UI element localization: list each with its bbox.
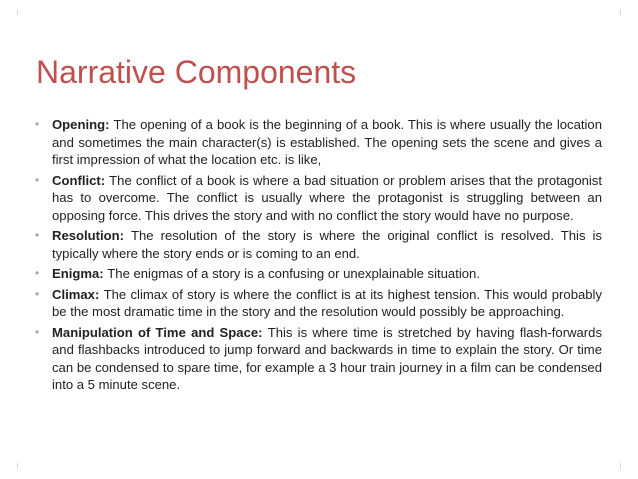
bullet-term: Opening: (52, 117, 114, 132)
bullet-dot-icon: • (35, 324, 40, 339)
bullet-item-enigma (34, 265, 602, 283)
bullet-text: The climax of story is where the conflict is at its highest tension. This would probably be the most dramatic time in the story and the resolution would possibly be approaching. (52, 286, 602, 319)
bullet-item-resolution (34, 227, 602, 262)
bullet-dot-icon: • (35, 286, 40, 301)
bullet-term: Resolution: (52, 228, 132, 243)
bullet-term: Climax: (52, 286, 104, 302)
slide-title: Narrative Components (36, 54, 357, 90)
bullet-dot-icon: • (35, 117, 40, 131)
bullet-dot-icon: • (35, 172, 40, 187)
slide-frame-bottom (17, 463, 621, 469)
bullet-text: The resolution of the story is where the original conflict is resolved. This is typically where the story ends or is coming to an end. (52, 228, 602, 261)
bullet-text: The enigmas of a story is a confusing or unexplainable situation. (107, 266, 480, 281)
bullet-term: Conflict: (52, 172, 110, 188)
bullet-term: Manipulation of Time and Space: (52, 324, 268, 340)
bullet-text: The conflict of a book is where a bad situation or problem arises that the protagonist has to overcome. The conflict is usually where the protagonist is struggling between an opposing force. This drives the story and with no conflict the story would have no purpose. (52, 172, 602, 223)
bullet-text: The opening of a book is the beginning of a book. This is where usually the location and sometimes the main character(s) is established. The opening sets the scene and gives a first impression of what the location etc. is like, (52, 117, 602, 167)
slide-frame-top (17, 10, 621, 16)
bullet-list (34, 116, 602, 397)
bullet-item-climax (34, 286, 602, 321)
bullet-dot-icon: • (35, 228, 40, 242)
bullet-item-time-and-space (34, 324, 602, 394)
bullet-text: This is where time is stretched by having flash-forwards and flashbacks introduced to jump forward and backwards in time to explain the story. Or time can be condensed to spare time, for example a 3 hour train journey in a film can be condensed into a 5 minute scene. (52, 324, 602, 392)
bullet-dot-icon: • (35, 266, 40, 280)
bullet-item-opening (34, 116, 602, 169)
bullet-item-conflict (34, 172, 602, 225)
bullet-term: Enigma: (52, 266, 108, 281)
